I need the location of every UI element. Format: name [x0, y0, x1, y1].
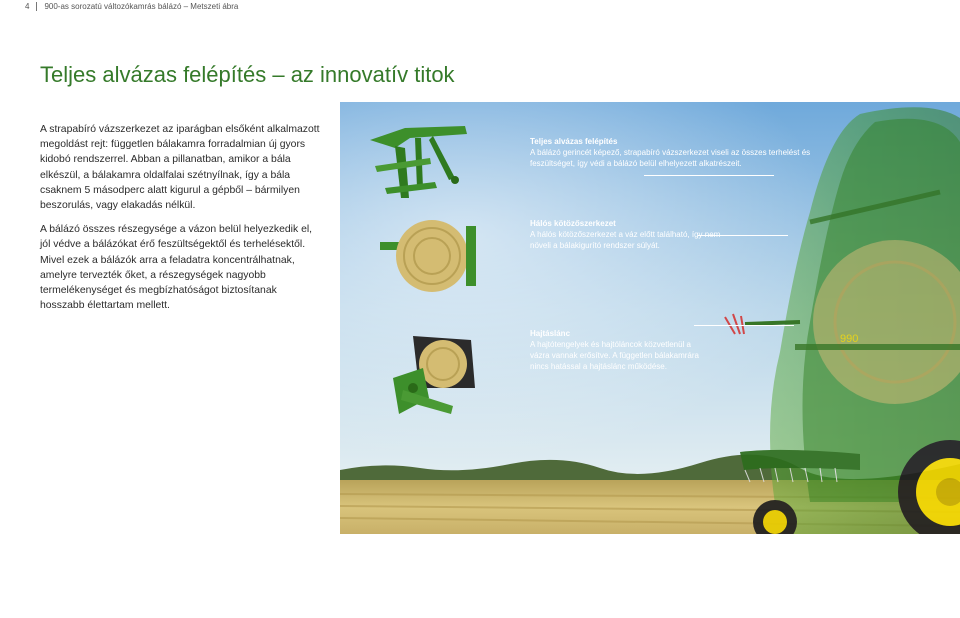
callout-net-wrap-text: A hálós kötözőszerkezet a váz előtt található, így nem növeli a bálakigurító rendszer súlyát.: [530, 230, 721, 250]
header-divider: [36, 2, 37, 11]
callout-frame: [530, 136, 820, 169]
callout-driveline: [530, 328, 700, 372]
callout-driveline-text: A hajtótengelyek és hajtóláncok közvetlenül a vázra vannak erősítve. A független bálakamrára nincs hatással a hajtáslánc működése.: [530, 340, 699, 371]
page-number: 4: [25, 1, 30, 11]
callout-leader-driveline: [694, 325, 794, 326]
body-text: [40, 122, 322, 322]
frame-component-image: [355, 118, 475, 210]
callout-frame-text: A bálázó gerincét képező, strapabíró vázszerkezet viseli az összes terhelést és feszültséget, így védi a bálázó belül elhelyezett alkatrészeit.: [530, 148, 811, 168]
callout-net-wrap-title: Hálós kötözőszerkezet: [530, 219, 616, 228]
callout-driveline-title: Hajtáslánc: [530, 329, 571, 338]
net-wrap-component-image: [380, 212, 480, 296]
callout-frame-title: Teljes alvázas felépítés: [530, 137, 618, 146]
running-header: [25, 0, 238, 12]
driveline-component-image: [383, 328, 493, 424]
callout-leader-frame: [644, 175, 774, 176]
body-paragraph-1: A strapabíró vázszerkezet az iparágban elsőként alkalmazott megoldást rejt: független bálakamra forradalmian új gyors kidobó rendszerrel. Abban a pillanatban, amikor a bála elkészül, a bálakamra oldalfalai szétnyílnak, így a bála csaknem 5 másodperc alatt kigurul a gépből – bármilyen beszorulás, vagy elakadás nélkül.: [40, 124, 320, 212]
running-title: 900-as sorozatú változókamrás bálázó – Metszeti ábra: [44, 1, 239, 11]
page-title: Teljes alvázas felépítés – az innovatív titok: [40, 62, 455, 87]
callout-net-wrap: [530, 218, 730, 251]
body-paragraph-2: A bálázó összes részegysége a vázon belül helyezkedik el, jól védve a bálázókat érő feszültségektől és terhelésektől. Mivel ezek a bálázók arra a feladatra koncentrálhatnak, amelyre tervezték őket, a részegységek nagyobb termelékenységet és megbízhatóságot biztosítanak hosszabb élettartam mellett.: [40, 224, 313, 312]
svg-text:990: 990: [840, 333, 859, 345]
